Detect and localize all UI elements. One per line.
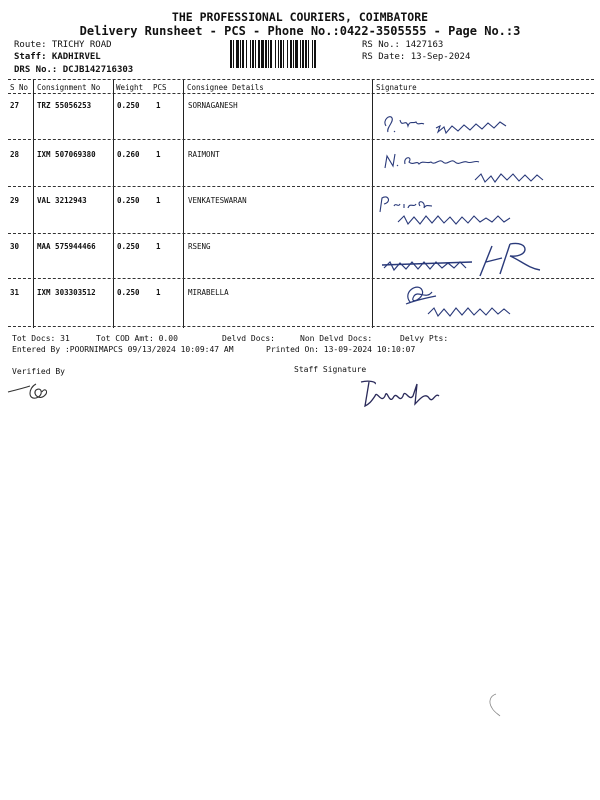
barcode-bar bbox=[236, 40, 239, 68]
barcode-bar bbox=[314, 40, 316, 68]
row-weight: 0.250 bbox=[117, 101, 140, 110]
row-rule bbox=[8, 139, 594, 140]
barcode-bar bbox=[233, 40, 234, 68]
col-separator bbox=[372, 80, 373, 328]
scan-mark bbox=[484, 692, 502, 718]
row-consignee: RAIMONT bbox=[188, 150, 220, 159]
row-sno: 30 bbox=[10, 242, 20, 251]
row-consignee: MIRABELLA bbox=[188, 288, 229, 297]
row-sno: 28 bbox=[10, 150, 20, 159]
row-consignee: RSENG bbox=[188, 242, 211, 251]
signature-28 bbox=[383, 150, 553, 190]
header-top-rule bbox=[8, 79, 594, 80]
rs-date: RS Date: 13-Sep-2024 bbox=[362, 52, 471, 62]
row-consignment: IXM 507069380 bbox=[37, 150, 96, 159]
signature-31 bbox=[392, 278, 532, 322]
barcode-bar bbox=[242, 40, 244, 68]
row-pcs: 1 bbox=[156, 101, 161, 110]
col-pcs: PCS bbox=[153, 83, 167, 92]
drs-number: DRS No.: DCJB142716303 bbox=[14, 65, 134, 75]
barcode-bar bbox=[295, 40, 298, 68]
row-rule bbox=[8, 186, 594, 187]
row-rule bbox=[8, 233, 594, 234]
signature-29 bbox=[376, 192, 546, 232]
barcode-bar bbox=[275, 40, 276, 68]
col-separator bbox=[33, 80, 34, 328]
barcode-bar bbox=[255, 40, 256, 68]
barcode-bar bbox=[258, 40, 260, 68]
barcode-bar bbox=[300, 40, 301, 68]
barcode-bar bbox=[302, 40, 304, 68]
barcode-bar bbox=[268, 40, 269, 68]
row-rule bbox=[8, 326, 594, 327]
rs-number: RS No.: 1427163 bbox=[362, 40, 444, 50]
runsheet-title: Delivery Runsheet - PCS - Phone No.:0422-3505555 - Page No.:3 bbox=[79, 24, 521, 38]
barcode-bar bbox=[265, 40, 267, 68]
row-pcs: 1 bbox=[156, 196, 161, 205]
row-weight: 0.260 bbox=[117, 150, 140, 159]
signature-30 bbox=[380, 238, 560, 282]
total-docs: Tot Docs: 31 bbox=[12, 334, 70, 343]
row-consignment: TRZ 55056253 bbox=[37, 101, 92, 110]
col-separator bbox=[183, 80, 184, 328]
row-consignment: VAL 3212943 bbox=[37, 196, 87, 205]
col-weight: Weight bbox=[116, 83, 144, 92]
entered-by: Entered By :POORNIMAPCS 09/13/2024 10:09:47 AM bbox=[12, 345, 234, 354]
barcode-bar bbox=[240, 40, 241, 68]
total-cod-amount: Tot COD Amt: 0.00 bbox=[96, 334, 178, 343]
row-sno: 31 bbox=[10, 288, 20, 297]
barcode-bar bbox=[287, 40, 288, 68]
delivered-docs: Delvd Docs: bbox=[222, 334, 275, 343]
row-weight: 0.250 bbox=[117, 242, 140, 251]
barcode-bar bbox=[280, 40, 282, 68]
staff-signature bbox=[355, 374, 455, 414]
row-pcs: 1 bbox=[156, 150, 161, 159]
row-sno: 29 bbox=[10, 196, 20, 205]
barcode-bar bbox=[230, 40, 232, 68]
barcode-bar bbox=[250, 40, 251, 68]
col-separator bbox=[113, 80, 114, 328]
staff-signature-label: Staff Signature bbox=[294, 365, 367, 374]
row-weight: 0.250 bbox=[117, 288, 140, 297]
row-weight: 0.250 bbox=[117, 196, 140, 205]
row-consignee: SORNAGANESH bbox=[188, 101, 238, 110]
barcode-bar bbox=[283, 40, 284, 68]
col-sno: S No bbox=[10, 83, 29, 92]
barcode-bar bbox=[305, 40, 307, 68]
barcode-bar bbox=[290, 40, 292, 68]
row-consignee: VENKATESWARAN bbox=[188, 196, 247, 205]
barcode-bar bbox=[246, 40, 247, 68]
row-pcs: 1 bbox=[156, 288, 161, 297]
row-consignment: MAA 575944466 bbox=[37, 242, 96, 251]
barcode-bar bbox=[261, 40, 264, 68]
printed-on: Printed On: 13-09-2024 10:10:07 bbox=[266, 345, 416, 354]
barcode-bar bbox=[270, 40, 272, 68]
header-bottom-rule bbox=[8, 93, 594, 94]
company-name: THE PROFESSIONAL COURIERS, COIMBATORE bbox=[171, 10, 429, 24]
barcode-bar bbox=[312, 40, 313, 68]
staff: Staff: KADHIRVEL bbox=[14, 52, 101, 62]
barcode-bar bbox=[308, 40, 309, 68]
signature-27 bbox=[380, 104, 530, 142]
delivery-points: Delvy Pts: bbox=[400, 334, 449, 343]
col-consignment: Consignment No bbox=[37, 83, 101, 92]
verified-by-signature bbox=[6, 378, 66, 408]
verified-by-label: Verified By bbox=[12, 367, 65, 376]
row-pcs: 1 bbox=[156, 242, 161, 251]
route: Route: TRICHY ROAD bbox=[14, 40, 112, 50]
col-signature: Signature bbox=[376, 83, 417, 92]
row-sno: 27 bbox=[10, 101, 20, 110]
barcode-bar bbox=[252, 40, 254, 68]
row-consignment: IXM 303303512 bbox=[37, 288, 96, 297]
barcode-bar bbox=[293, 40, 294, 68]
non-delivered-docs: Non Delvd Docs: bbox=[300, 334, 373, 343]
barcode-bar bbox=[278, 40, 279, 68]
barcode bbox=[230, 40, 354, 68]
col-consignee: Consignee Details bbox=[187, 83, 264, 92]
